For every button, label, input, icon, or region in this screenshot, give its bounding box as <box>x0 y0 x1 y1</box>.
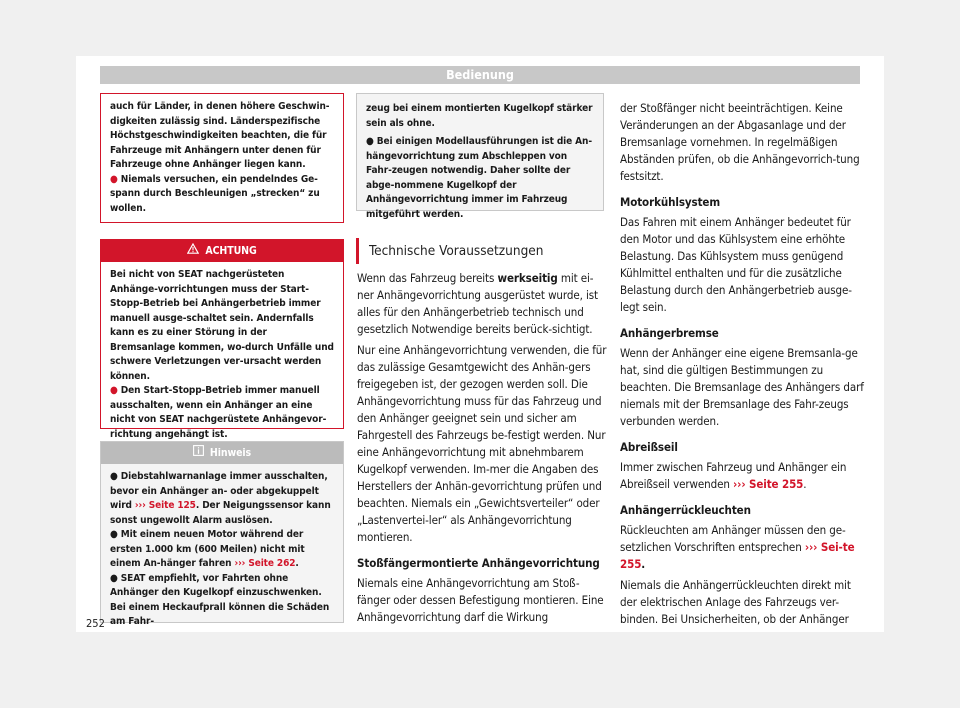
achtung-bullet: ● Den Start-Stopp-Betrieb immer manuell ausschalten, wenn ein Anhänger an eine nicht von SEAT nachgerüstete Anhängevor-richtung angehängt ist. <box>110 385 327 440</box>
paragraph: Das Fahren mit einem Anhänger bedeutet für den Motor und das Kühlsystem eine erhöhte Belastung. Das Kühlsystem muss genügend Kühlmittel enthalten und für die zusätzliche Belastung durch den Anhängerbetrieb ausge-legt sein. <box>620 215 852 314</box>
warning-bullet: ● Niemals versuchen, ein pendelndes Ge-spann durch Beschleunigen „strecken“ zu wollen. <box>110 173 320 214</box>
bullet-icon: ● <box>366 136 377 147</box>
bullet-icon: ● <box>110 529 121 540</box>
subheading: Stoßfängermontierte Anhängevorrichtung <box>357 556 600 570</box>
paragraph: Niemals die Anhängerrückleuchten direkt mit der elektrischen Anlage des Fahrzeugs ver-binden. Bei Unsicherheiten, ob der Anhänger <box>620 578 851 626</box>
warning-triangle-icon <box>187 243 199 259</box>
hinweis-bullet-1: ● Diebstahlwarnanlage immer ausschalten, bevor ein Anhänger an- oder abgekuppelt wird ››› Seite 125. Der Neigungssensor kann sonst ungewollt Alarm auslösen. <box>110 471 331 526</box>
page-number: 252 <box>86 617 105 630</box>
bullet-icon: ● <box>110 471 121 482</box>
paragraph: Immer zwischen Fahrzeug und Anhänger ein Abreißseil verwenden ››› Seite 255. <box>620 460 847 491</box>
hinweis-title: Hinweis <box>209 446 252 459</box>
hinweis-bullet-3: ● SEAT empfiehlt, vor Fahrten ohne Anhänger den Kugelkopf einzuschwenken. Bei einem Heckaufprall können die Schäden am Fahr- <box>110 572 330 627</box>
subheading: Abreißseil <box>620 440 678 454</box>
paragraph: Wenn der Anhänger eine eigene Bremsanla-ge hat, sind die gültigen Bestimmungen zu beachten. Die Bremsanlage des Anhängers darf niemals mit der Bremsanlage des Fahr-zeugs verbunden werden. <box>620 346 864 428</box>
paragraph: der Stoßfänger nicht beeinträchtigen. Keine Veränderungen an der Abgasanlage und der Bremsanlage vornehmen. In regelmäßigen Abständen prüfen, ob die Anhängevorrich-tung festsitzt. <box>620 101 860 183</box>
hinweis-header <box>101 442 343 464</box>
column-3-text <box>620 100 864 628</box>
page-link-255-b[interactable]: ››› Sei-te 255 <box>620 540 855 571</box>
achtung-header <box>101 240 343 262</box>
paragraph: Wenn das Fahrzeug bereits werkseitig mit ei-ner Anhängevorrichtung ausgerüstet wurde, ist alles für den Anhängerbetrieb technisch und gesetzlich Notwendige bereits berück-sichtigt. <box>357 271 598 336</box>
paragraph: Nur eine Anhängevorrichtung verwenden, die für das zulässige Gesamtgewicht des Anhän-gers freigegeben ist, der gezogen werden soll. Die Anhängevorrichtung muss für das Fahrzeug und den Anhänger geeignet sein und sicher am Fahrgestell des Fahrzeugs be-festigt werden. Nur eine Anhängevorrichtung mit abnehmbarem Kugelkopf verwenden. Im-mer die Angaben des Herstellers der Anhän-gevorrichtung prüfen und beachten. Niemals ein „Gewichtsverteiler“ oder „Lastenvertei-ler“ als Anhängevorrichtung montieren. <box>357 343 607 544</box>
page-header: Bedienung <box>100 66 860 84</box>
subheading: Motorkühlsystem <box>620 195 721 209</box>
hinweis-continuation-box <box>356 93 604 220</box>
subheading: Anhängerrückleuchten <box>620 503 751 517</box>
hinweis-continuation-text: zeug bei einem montierten Kugelkopf stärker sein als ohne. <box>366 103 593 129</box>
bullet-icon: ● <box>110 173 121 185</box>
bullet-icon: ● <box>110 572 121 584</box>
bullet-icon: ● <box>110 385 121 396</box>
page-link-125[interactable]: ››› Seite 125 <box>134 500 196 511</box>
warning-continuation-box <box>100 93 344 223</box>
info-icon <box>193 445 204 461</box>
paragraph: Niemals eine Anhängevorrichtung am Stoß-fänger oder dessen Befestigung montieren. Eine Anhängevorrichtung darf die Wirkung <box>357 576 604 624</box>
achtung-title: ACHTUNG <box>205 244 257 257</box>
section-title: Technische Voraussetzungen <box>356 238 604 264</box>
hinweis-continuation-bullet: ● Bei einigen Modellausführungen ist die An-hängevorrichtung zum Abschleppen von Fahr-zeugen notwendig. Daher sollte der abge-nommene Kugelkopf der Anhängevorrichtung immer im Fahrzeug mitgeführt werden. <box>366 136 592 220</box>
paragraph: Rückleuchten am Anhänger müssen den ge-setzlichen Vorschriften entsprechen ››› Sei-te 255. <box>620 523 855 571</box>
achtung-text: Bei nicht von SEAT nachgerüsteten Anhänge-vorrichtungen muss der Start-Stopp-Betrieb bei Anhängerbetrieb immer manuell ausge-schaltet sein. Andernfalls kann es zu einer Störung in der Bremsanlage kommen, wo-durch Unfälle und schwere Verletzungen ver-ursacht werden können. <box>110 269 334 382</box>
page-link-255[interactable]: ››› Seite 255 <box>733 477 804 491</box>
subheading: Anhängerbremse <box>620 326 719 340</box>
warning-text: auch für Länder, in denen höhere Geschwin-digkeiten zulässig sind. Länderspezifische Höchstgeschwindigkeiten beachten, die für Fahrzeuge mit Anhängern unter denen für Fahrzeuge ohne Anhänger liegen kann. <box>110 101 330 170</box>
achtung-box <box>100 239 344 440</box>
hinweis-box <box>100 441 344 627</box>
column-2-text <box>357 270 607 626</box>
page-link-262[interactable]: ››› Seite 262 <box>234 558 296 569</box>
hinweis-bullet-2: ● Mit einem neuen Motor während der ersten 1.000 km (600 Meilen) nicht mit einem An-hänger fahren ››› Seite 262. <box>110 529 305 569</box>
